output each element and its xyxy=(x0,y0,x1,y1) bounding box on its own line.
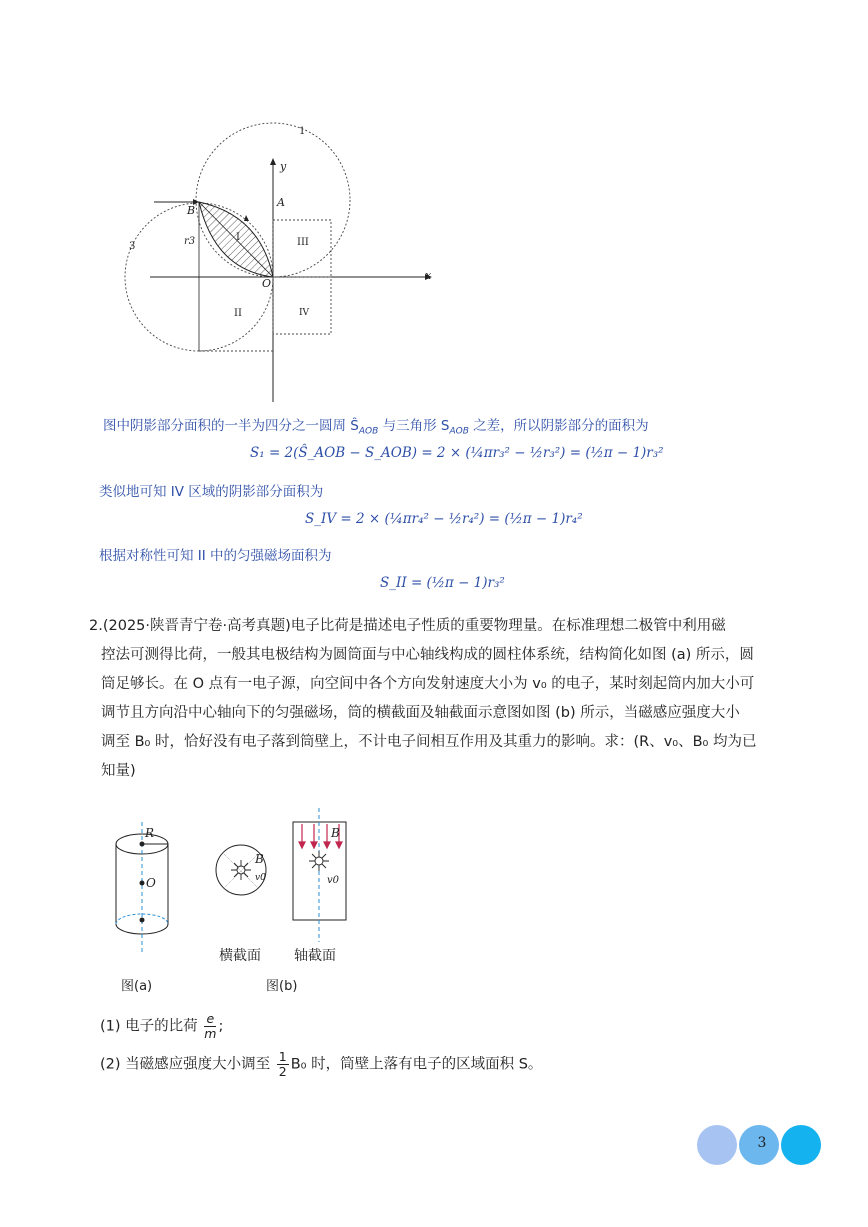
equation-s4: S_IV = 2 × (¼πr₄² − ½r₄²) = (½π − 1)r₄² xyxy=(305,511,583,527)
solution-line-3: 根据对称性可知 II 中的匀强磁场面积为 xyxy=(99,548,332,564)
solution-line-1: 图中阴影部分面积的一半为四分之一圆周 $Ŝ_{AOB}$ 与三角形 $S_{AOB}$ 之差，所以阴影部分的面积为 xyxy=(103,418,649,437)
question-1: (1) 电子的比荷 $\frac{e}{m}$ ; xyxy=(100,1011,224,1041)
caption-cross-section: 横截面 xyxy=(219,948,261,964)
problem-2: 2.(2025·陕晋青宁卷·高考真题)电子比荷是描述电子性质的重要物理量。在标准理想二极管中利用磁 控法可测得比荷，一般其电极结构为圆筒面与中心轴线构成的圆柱体系统，结构简化如图 (a) 所示，圆 筒足够长。在 O 点有一电子源，向空间中各个方向发射速度大小为 v₀ 的电子，某时刻起筒内加大小可 调节且方向沿中心轴向下的匀强磁场，筒的横截面及轴截面示意图如图 (b) 所示，当磁感应强度大小 调至 B₀ 时，恰好没有电子落到筒壁上，不计电子间相互作用及其重力的影响。求：(R、v₀、B₀ 均为已 知量) xyxy=(89,618,757,779)
label-O: O xyxy=(262,277,272,290)
question-2: (2) 当磁感应强度大小调至 $\frac{1}{2}$ B₀ 时，筒壁上落有电子的区域面积 S。 xyxy=(100,1049,543,1079)
equation-s2: S_II = (½π − 1)r₃² xyxy=(380,575,505,591)
label-circle-1: 1 xyxy=(299,126,306,137)
label-O-a: O xyxy=(146,876,156,890)
caption-figure-b: 图(b) xyxy=(266,979,298,994)
magnetic-region-diagram xyxy=(110,120,440,410)
problem-source: (2025·陕晋青宁卷·高考真题) xyxy=(102,618,291,634)
equation-s1: S₁ = 2(Ŝ_AOB − S_AOB) = 2 × (¼πr₃² − ½r₃²) = (½π − 1)r₃² xyxy=(250,445,664,461)
cross-section-figure xyxy=(214,842,274,902)
label-y: y xyxy=(280,160,287,173)
label-B: B xyxy=(187,204,196,217)
label-B-axial: B xyxy=(331,826,340,840)
label-R: R xyxy=(145,826,155,840)
caption-figure-a: 图(a) xyxy=(121,979,153,994)
label-region-IV: IV xyxy=(299,308,310,318)
label-v0-cross: v0 xyxy=(255,873,266,883)
label-region-II: II xyxy=(234,308,242,319)
label-r3: r3 xyxy=(184,236,196,247)
solution-line-2: 类似地可知 IV 区域的阴影部分面积为 xyxy=(99,484,324,500)
label-region-I: I xyxy=(236,232,240,243)
label-v0-axial: v0 xyxy=(327,875,340,886)
problem-number: 2. xyxy=(89,618,103,634)
label-A: A xyxy=(277,196,285,209)
label-x: x xyxy=(425,269,432,282)
axial-section-figure xyxy=(290,808,352,943)
cylinder-figure-a xyxy=(108,820,178,955)
label-region-III: III xyxy=(297,237,309,248)
label-B-cross: B xyxy=(255,852,264,866)
caption-axial-section: 轴截面 xyxy=(294,948,336,964)
label-circle-3: 3 xyxy=(129,241,136,252)
page-number: 3 xyxy=(757,1135,767,1151)
